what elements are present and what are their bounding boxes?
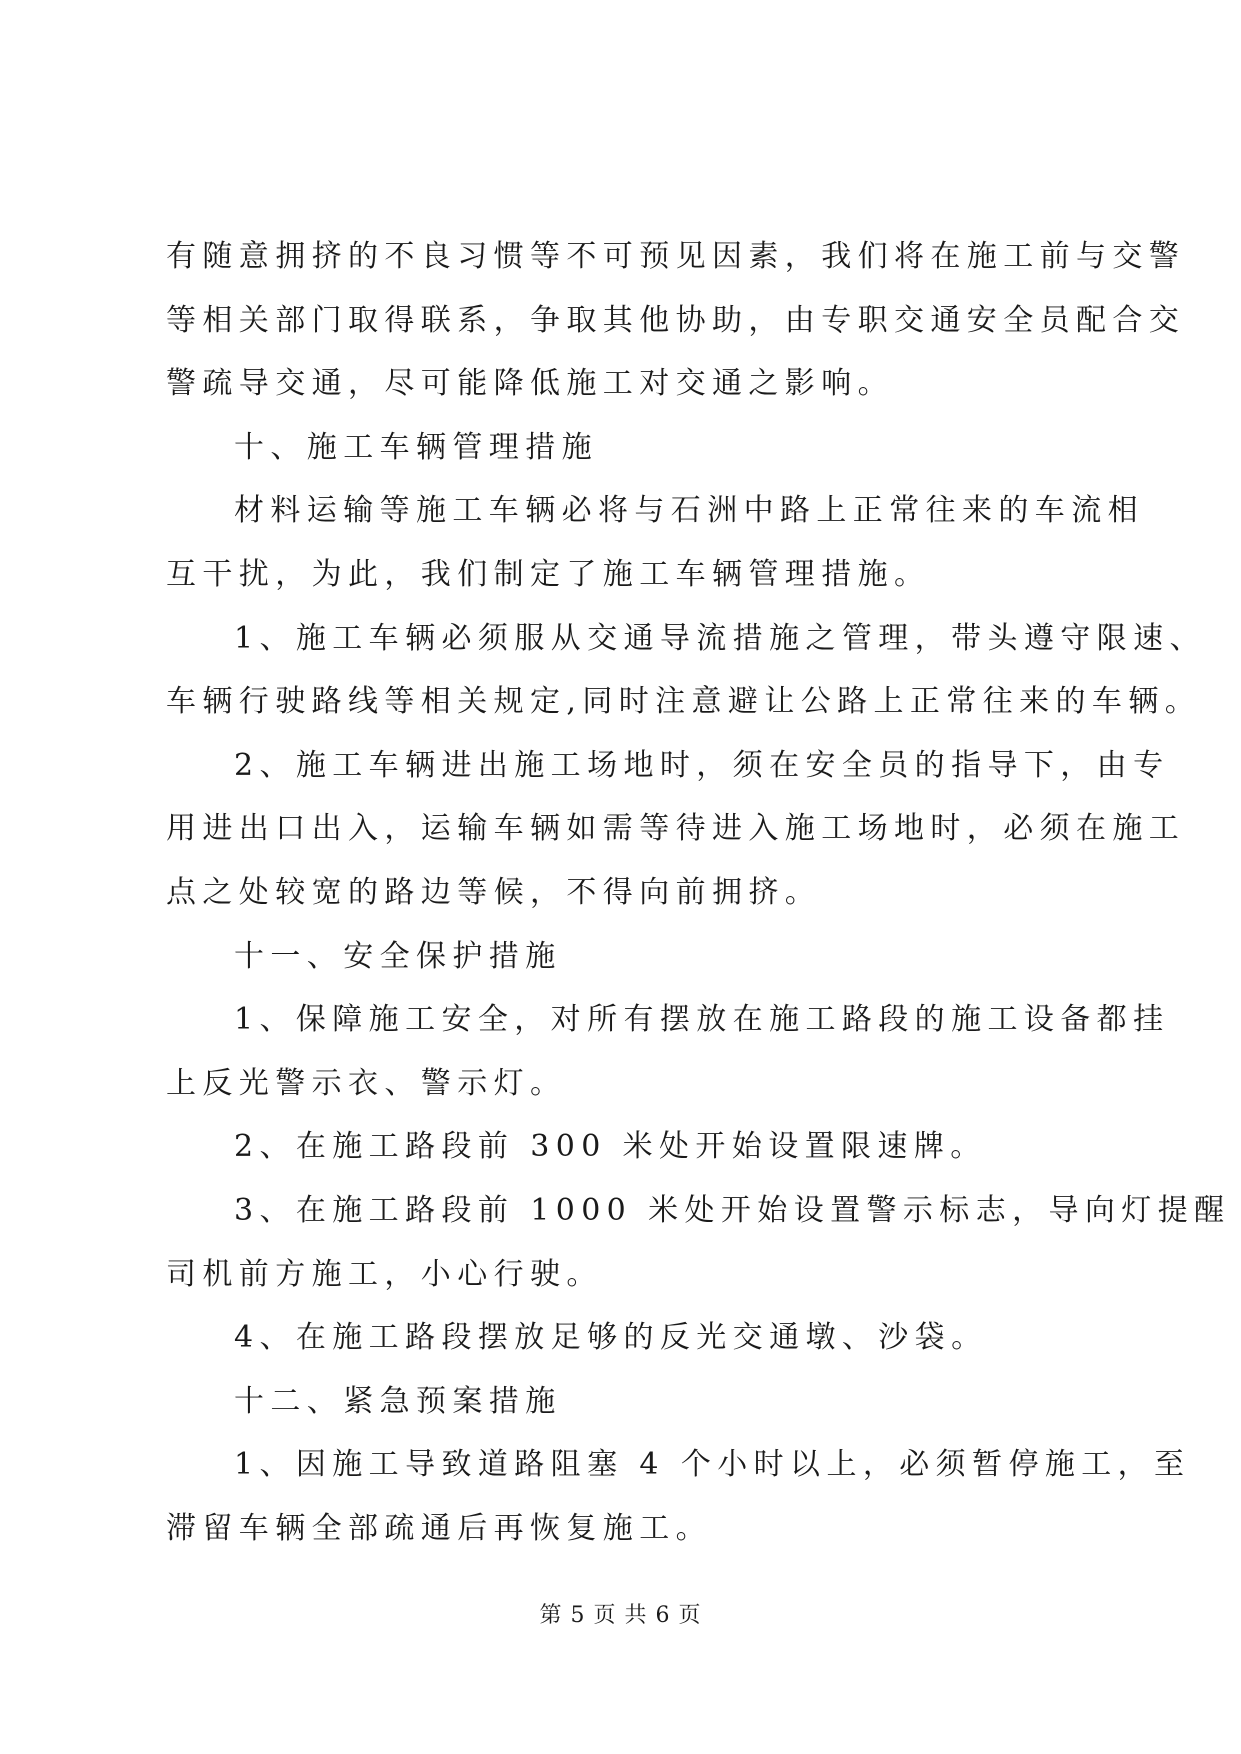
body-line-17: 司机前方施工，小心行驶。 [166, 1256, 603, 1292]
body-line-2: 等相关部门取得联系，争取其他协助，由专职交通安全员配合交 [166, 302, 1186, 338]
section-heading-11: 十一、安全保护措施 [234, 938, 562, 974]
body-line-11: 点之处较宽的路边等候，不得向前拥挤。 [166, 874, 822, 910]
body-line-6: 互干扰，为此，我们制定了施工车辆管理措施。 [166, 556, 931, 592]
body-line-14: 上反光警示衣、警示灯。 [166, 1065, 567, 1101]
body-line-10: 用进出口出入，运输车辆如需等待进入施工场地时，必须在施工 [166, 811, 1186, 847]
body-line-13: 1、保障施工安全，对所有摆放在施工路段的施工设备都挂 [234, 1002, 1170, 1038]
body-line-16: 3、在施工路段前 1000 米处开始设置警示标志，导向灯提醒 [234, 1192, 1231, 1228]
body-line-21: 滞留车辆全部疏通后再恢复施工。 [166, 1510, 712, 1546]
section-heading-10: 十、施工车辆管理措施 [234, 429, 598, 465]
body-line-3: 警疏导交通，尽可能降低施工对交通之影响。 [166, 366, 894, 402]
body-line-9: 2、施工车辆进出施工场地时，须在安全员的指导下，由专 [234, 747, 1170, 783]
body-line-5: 材料运输等施工车辆必将与石洲中路上正常往来的车流相 [234, 493, 1144, 529]
document-body [166, 225, 1231, 1560]
body-line-1: 有随意拥挤的不良习惯等不可预见因素，我们将在施工前与交警 [166, 239, 1186, 274]
body-line-8: 车辆行驶路线等相关规定,同时注意避让公路上正常往来的车辆。 [166, 684, 1202, 720]
section-heading-12: 十二、紧急预案措施 [234, 1383, 562, 1419]
page-footer: 第 5 页 共 6 页 [539, 1603, 702, 1628]
body-line-7: 1、施工车辆必须服从交通导流措施之管理，带头遵守限速、 [234, 620, 1206, 656]
body-line-20: 1、因施工导致道路阻塞 4 个小时以上，必须暂停施工，至 [234, 1447, 1191, 1483]
body-line-18: 4、在施工路段摆放足够的反光交通墩、沙袋。 [234, 1320, 988, 1356]
body-line-15: 2、在施工路段前 300 米处开始设置限速牌。 [234, 1129, 987, 1165]
